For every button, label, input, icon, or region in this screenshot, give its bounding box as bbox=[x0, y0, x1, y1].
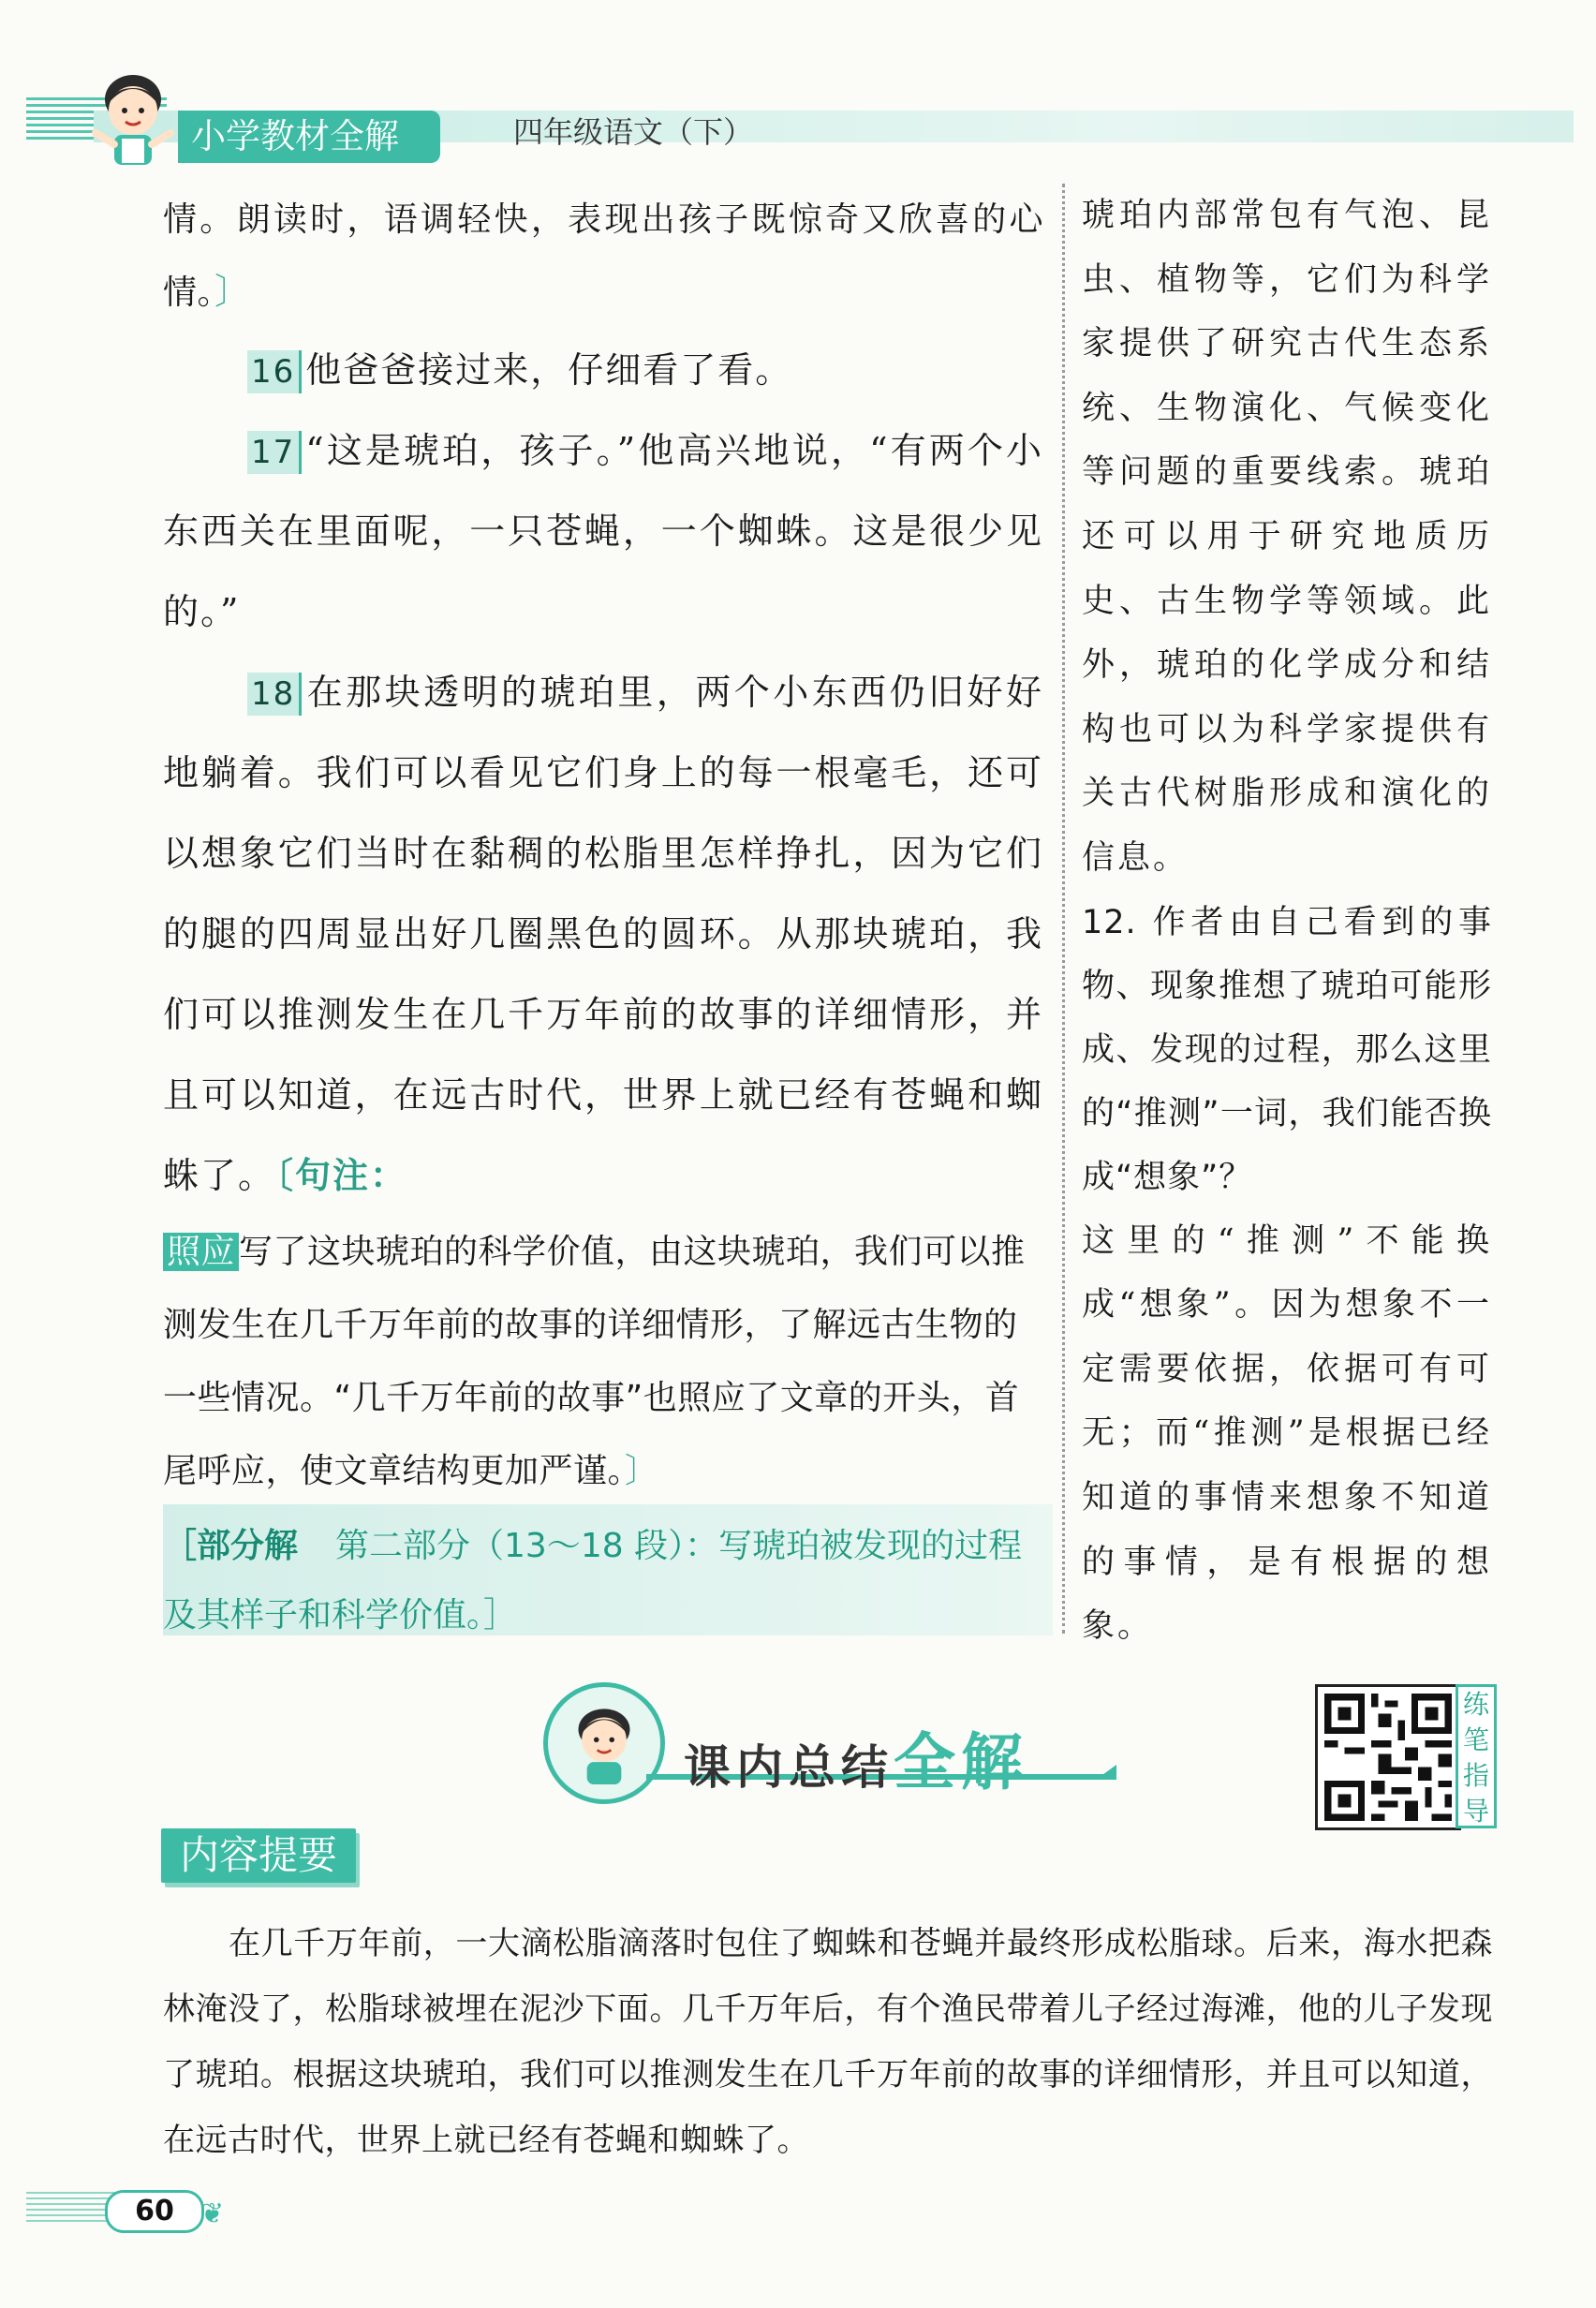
sentence-note: 照应 写了这块琥珀的科学价值，由这块琥珀，我们可以推测发生在几千万年前的故事的详细情形，了解远古生物的一些情况。“几千万年前的故事”也照应了文章的开头，首尾呼应，使文章结构更加严谨。〕 bbox=[163, 1233, 1026, 1490]
note-tag: 照应 bbox=[163, 1233, 239, 1271]
qr-code-icon[interactable] bbox=[1315, 1684, 1461, 1830]
side-notes-column bbox=[1082, 184, 1492, 1659]
question-12: 12. 作者由自己看到的事物、现象推想了琥珀可能形成、发现的过程，那么这里的“推测”一词，我们能否换成“想象”？ bbox=[1082, 903, 1492, 1196]
qr-code-label: 练笔指导 bbox=[1456, 1684, 1497, 1828]
sentence-note-label: 〔句注： bbox=[275, 1155, 408, 1196]
paragraph-15-end: 情。朗读时，语调轻快，表现出孩子既惊奇又欣喜的心情。〕 bbox=[163, 200, 1043, 312]
paragraph-17: 17 “这是琥珀，孩子。”他高兴地说，“有两个小东西关在里面呢，一只苍蝇，一个蜘蛛。这是很少见的。” bbox=[163, 430, 1043, 632]
section-banner-title: 课内总结全解 bbox=[684, 1726, 1028, 1798]
paragraph-16: 16 他爸爸接过来，仔细看了看。 bbox=[163, 330, 1043, 410]
header-subject: 四年级语文（下） bbox=[513, 114, 754, 150]
paragraph-18: 18 在那块透明的琥珀里，两个小东西仍旧好好地躺着。我们可以看见它们身上的每一根毫毛，还可以想象它们当时在黏稠的松脂里怎样挣扎，因为它们的腿的四周显出好几圈黑色的圆环。从那块琥珀，我们可以推测发生在几千万年前的故事的详细情形，并且可以知道，在远古时代，世界上就已经有苍蝇和蜘蛛了。〔句注： bbox=[163, 672, 1043, 1196]
page-number: 60 bbox=[105, 2190, 204, 2233]
section-summary: ［部分解 第二部分（13～18 段）：写琥珀被发现的过程及其样子和科学价值。］ bbox=[163, 1527, 1023, 1635]
banner-mascot-icon bbox=[543, 1682, 665, 1804]
paragraph-number: 16 bbox=[247, 350, 302, 393]
answer-12: 这里的“推测”不能换成“想象”。因为想象不一定需要依据，依据可有可无；而“推测”是根据已经知道的事情来想象不知道的事情，是有根据的想象。 bbox=[1082, 1221, 1492, 1646]
paragraph-number: 18 bbox=[247, 673, 302, 716]
content-summary-tag: 内容提要 bbox=[161, 1828, 356, 1883]
header-brand: 小学教材全解 bbox=[178, 111, 440, 163]
paragraph-number: 17 bbox=[247, 431, 302, 474]
leaf-icon: ❦ bbox=[200, 2197, 225, 2230]
main-text-column bbox=[163, 184, 1043, 1508]
banner-arrow-decoration bbox=[1096, 1765, 1116, 1780]
content-summary-text: 在几千万年前，一大滴松脂滴落时包住了蜘蛛和苍蝇并最终形成松脂球。后来，海水把森林淹没了，松脂球被埋在泥沙下面。几千万年后，有个渔民带着儿子经过海滩，他的儿子发现了琥珀。根据这块琥珀，我们可以推测发生在几千万年前的故事的详细情形，并且可以知道，在远古时代，世界上就已经有苍蝇和蜘蛛了。 bbox=[163, 1925, 1493, 2159]
boy-mascot-icon bbox=[86, 67, 180, 172]
amber-info: 琥珀内部常包有气泡、昆虫、植物等，它们为科学家提供了研究古代生态系统、生物演化、气候变化等问题的重要线索。琥珀还可以用于研究地质历史、古生物学等领域。此外，琥珀的化学成分和结构也可以为科学家提供有关古代树脂形成和演化的信息。 bbox=[1082, 197, 1492, 877]
column-divider bbox=[1062, 184, 1065, 1634]
